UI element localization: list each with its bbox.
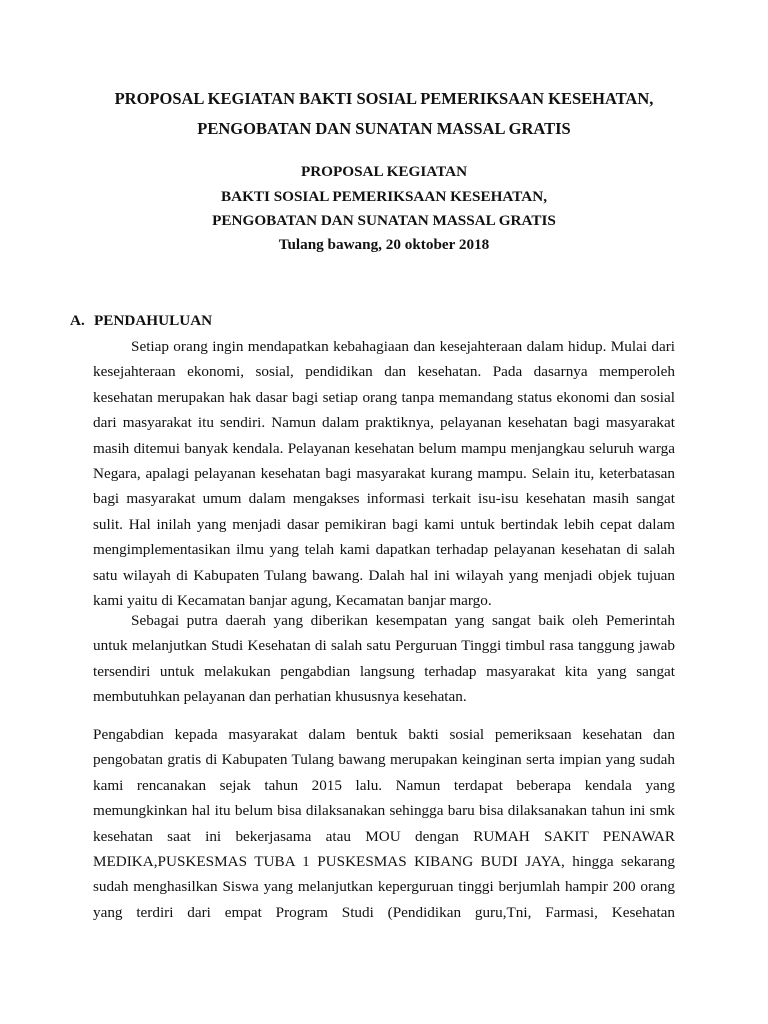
section-title: PENDAHULUAN xyxy=(94,312,213,329)
section-letter: A. xyxy=(70,312,85,329)
paragraph-2: Sebagai putra daerah yang diberikan kesempatan yang sangat baik oleh Pemerintah untuk melanjutkan Studi Kesehatan di salah satu Perguruan Tinggi timbul rasa tanggung jawab tersendiri untuk melakukan pengabdian langsung terhadap masyarakat kita yang sangat membutuhkan pelayanan dan perhatian khususnya kesehatan. xyxy=(93,612,675,706)
subtitle-line-2: BAKTI SOSIAL PEMERIKSAAN KESEHATAN, xyxy=(220,188,548,205)
main-title-line-2: PENGOBATAN DAN SUNATAN MASSAL GRATIS xyxy=(197,119,571,138)
paragraph-3: Pengabdian kepada masyarakat dalam bentuk bakti sosial pemeriksaan kesehatan dan pengobatan gratis di Kabupaten Tulang bawang merupakan keinginan serta impian yang sudah kami rencanakan sejak tahun 2015 lalu. Namun terdapat beberapa kendala yang memungkinkan hal itu belum bisa dilaksanakan sehingga baru bisa dilaksanakan tahun ini smk kesehatan saat ini bekerjasama atau MOU dengan RUMAH SAKIT PENAWAR MEDIKA,PUSKESMAS TUBA 1 PUSKESMAS KIBANG BUDI JAYA, hingga sekarang sudah menghasilkan Siswa yang melanjutkan keperguruan tinggi berjumlah hampir 200 orang yang terdiri dari empat Program Studi (Pendidikan guru,Tni, Farmasi, Kesehatan xyxy=(93,726,675,921)
place-date: Tulang bawang, 20 oktober 2018 xyxy=(278,236,490,253)
main-title-line-1: PROPOSAL KEGIATAN BAKTI SOSIAL PEMERIKSAAN KESEHATAN, xyxy=(114,89,654,108)
subtitle-line-3: PENGOBATAN DAN SUNATAN MASSAL GRATIS xyxy=(212,212,556,229)
paragraph-1: Setiap orang ingin mendapatkan kebahagiaan dan kesejahteraan dalam hidup. Mulai dari kesejahteraan ekonomi, sosial, pendidikan dan kesehatan. Pada dasarnya memperoleh kesehatan merupakan hak dasar bagi setiap orang tanpa memandang status ekonomi dan sosial dari masyarakat itu sendiri. Namun dalam praktiknya, pelayanan kesehatan bagi masyarakat masih ditemui banyak kendala. Pelayanan kesehatan belum mampu menjangkau seluruh warga Negara, apalagi pelayanan kesehatan bagi masyarakat kurang mampu. Selain itu, keterbatasan bagi masyarakat umum dalam mengakses informasi terkait isu-isu kesehatan masih sangat sulit. Hal inilah yang menjadi dasar pemikiran bagi kami untuk bertindak lebih cepat dalam mengimplementasikan ilmu yang telah kami dapatkan terhadap pelayanan kesehatan di salah satu wilayah di Kabupaten Tulang bawang. Dalah hal ini wilayah yang menjadi objek tujuan kami yaitu di Kecamatan banjar agung, Kecamatan banjar margo. xyxy=(93,338,675,610)
section-heading-pendahuluan xyxy=(70,313,212,328)
subtitle-line-1: PROPOSAL KEGIATAN xyxy=(300,163,468,180)
